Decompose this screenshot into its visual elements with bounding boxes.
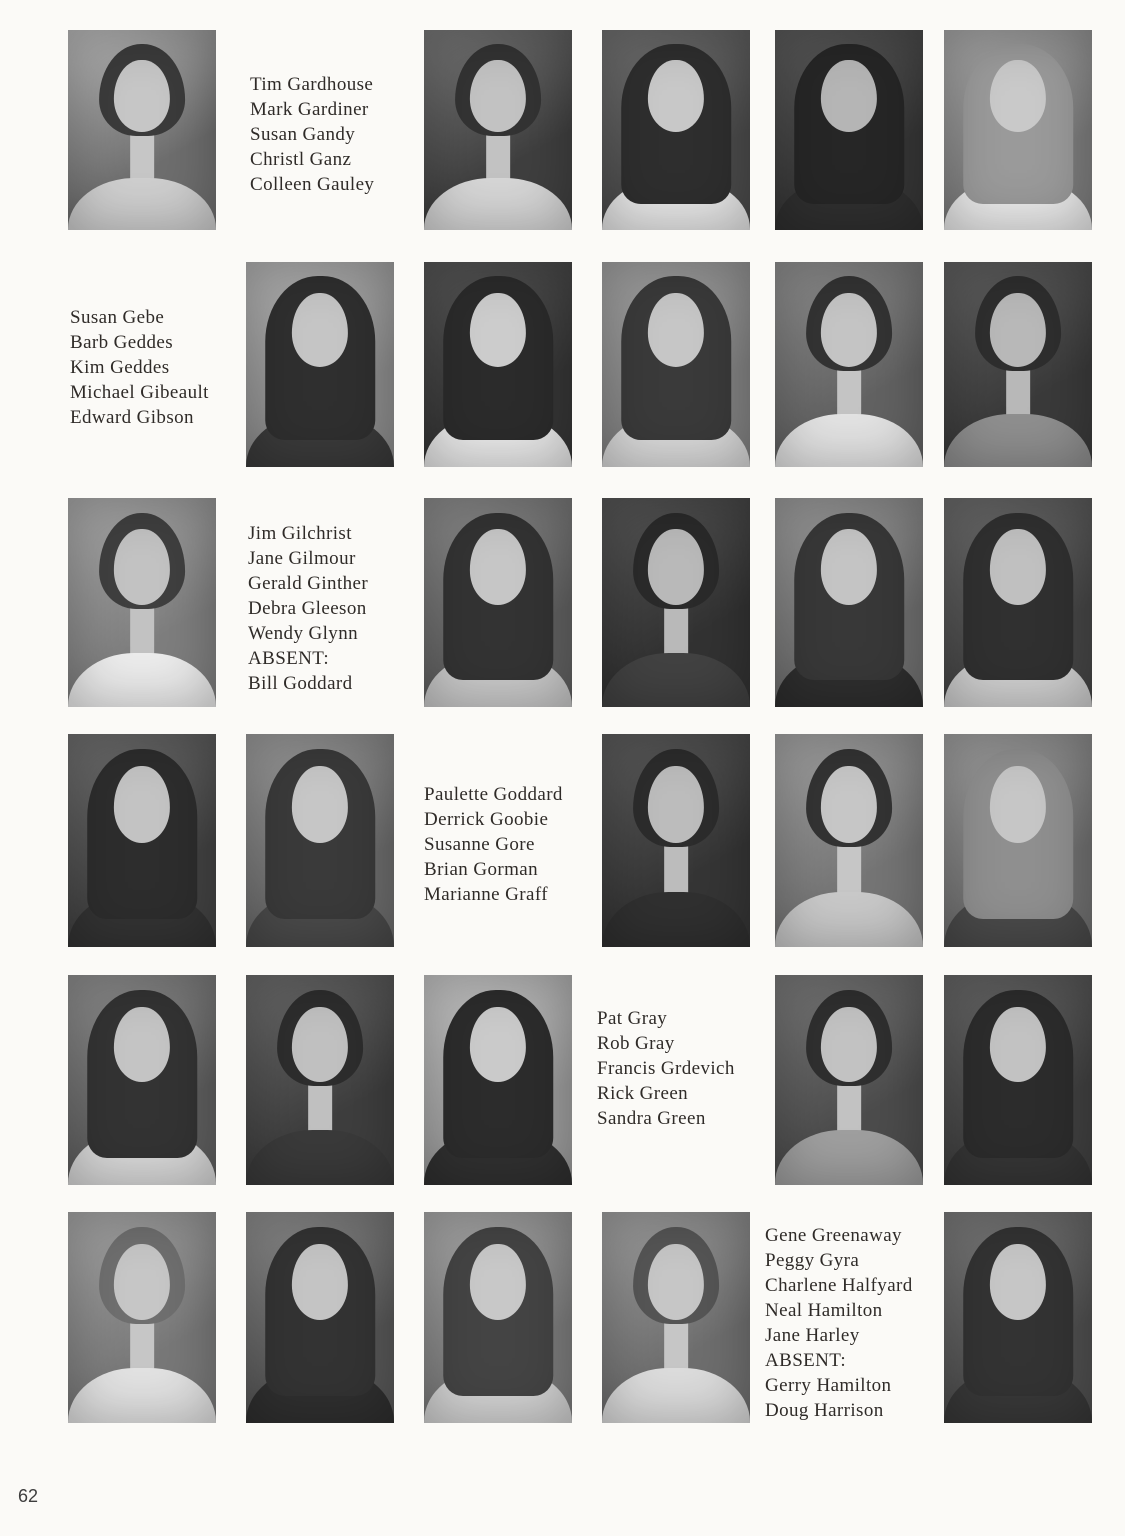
vignette-overlay (944, 1212, 1092, 1423)
name-line: Neal Hamilton (765, 1300, 883, 1321)
name-line: Jane Gilmour (248, 548, 356, 569)
vignette-overlay (944, 30, 1092, 230)
name-list (70, 305, 209, 430)
portrait-photo (68, 30, 216, 230)
name-line: Paulette Goddard (424, 784, 563, 805)
portrait-photo (246, 1212, 394, 1423)
portrait-photo (602, 1212, 750, 1423)
vignette-overlay (246, 975, 394, 1185)
portrait-photo (246, 975, 394, 1185)
portrait-photo (944, 1212, 1092, 1423)
portrait-photo (602, 30, 750, 230)
name-list (424, 782, 563, 907)
name-line: ABSENT: (248, 648, 330, 669)
name-line: Gerald Ginther (248, 573, 369, 594)
portrait-photo (944, 262, 1092, 467)
page-number: 62 (18, 1486, 39, 1506)
name-line: Tim Gardhouse (250, 74, 374, 95)
portrait-photo (424, 975, 572, 1185)
name-line: Charlene Halfyard (765, 1275, 913, 1296)
vignette-overlay (246, 734, 394, 947)
vignette-overlay (602, 498, 750, 707)
name-line: Edward Gibson (70, 407, 194, 428)
vignette-overlay (424, 30, 572, 230)
vignette-overlay (246, 262, 394, 467)
portrait-photo (775, 498, 923, 707)
portrait-photo (602, 262, 750, 467)
portrait-photo (944, 734, 1092, 947)
portrait-photo (68, 975, 216, 1185)
name-line: Barb Geddes (70, 332, 174, 353)
name-line: Susan Gebe (70, 307, 165, 328)
name-list (250, 72, 374, 197)
name-list (765, 1223, 913, 1423)
vignette-overlay (775, 262, 923, 467)
vignette-overlay (246, 1212, 394, 1423)
portrait-photo (944, 498, 1092, 707)
portrait-photo (775, 30, 923, 230)
name-line: Pat Gray (597, 1008, 668, 1029)
vignette-overlay (424, 975, 572, 1185)
vignette-overlay (424, 1212, 572, 1423)
name-list (248, 521, 368, 696)
name-line: Doug Harrison (765, 1400, 884, 1421)
vignette-overlay (68, 975, 216, 1185)
portrait-photo (68, 498, 216, 707)
name-line: Brian Gorman (424, 859, 539, 880)
portrait-photo (246, 734, 394, 947)
portrait-photo (424, 30, 572, 230)
name-line: Gene Greenaway (765, 1225, 902, 1246)
portrait-photo (775, 975, 923, 1185)
vignette-overlay (602, 1212, 750, 1423)
portrait-photo (602, 498, 750, 707)
portrait-photo (424, 498, 572, 707)
name-line: ABSENT: (765, 1350, 847, 1371)
name-line: Sandra Green (597, 1108, 706, 1129)
vignette-overlay (775, 498, 923, 707)
portrait-photo (775, 734, 923, 947)
portrait-photo (424, 1212, 572, 1423)
name-line: Christl Ganz (250, 149, 352, 170)
name-line: Susanne Gore (424, 834, 535, 855)
name-line: Jim Gilchrist (248, 523, 352, 544)
name-line: Derrick Goobie (424, 809, 549, 830)
vignette-overlay (944, 975, 1092, 1185)
name-line: Mark Gardiner (250, 99, 369, 120)
vignette-overlay (775, 975, 923, 1185)
portrait-photo (944, 30, 1092, 230)
vignette-overlay (775, 30, 923, 230)
vignette-overlay (424, 498, 572, 707)
name-line: Gerry Hamilton (765, 1375, 892, 1396)
vignette-overlay (944, 262, 1092, 467)
vignette-overlay (68, 30, 216, 230)
portrait-photo (68, 734, 216, 947)
name-line: Debra Gleeson (248, 598, 367, 619)
vignette-overlay (602, 734, 750, 947)
vignette-overlay (602, 262, 750, 467)
portrait-photo (775, 262, 923, 467)
name-line: Michael Gibeault (70, 382, 209, 403)
vignette-overlay (68, 1212, 216, 1423)
name-line: Kim Geddes (70, 357, 170, 378)
portrait-photo (424, 262, 572, 467)
portrait-photo (944, 975, 1092, 1185)
name-line: Colleen Gauley (250, 174, 375, 195)
name-line: Bill Goddard (248, 673, 353, 694)
name-line: Wendy Glynn (248, 623, 358, 644)
portrait-photo (246, 262, 394, 467)
vignette-overlay (602, 30, 750, 230)
name-line: Francis Grdevich (597, 1058, 735, 1079)
portrait-photo (602, 734, 750, 947)
name-list (597, 1006, 735, 1131)
vignette-overlay (424, 262, 572, 467)
name-line: Marianne Graff (424, 884, 548, 905)
name-line: Susan Gandy (250, 124, 356, 145)
portrait-photo (68, 1212, 216, 1423)
name-line: Rick Green (597, 1083, 689, 1104)
vignette-overlay (68, 734, 216, 947)
name-line: Peggy Gyra (765, 1250, 860, 1271)
vignette-overlay (68, 498, 216, 707)
vignette-overlay (944, 498, 1092, 707)
name-line: Jane Harley (765, 1325, 860, 1346)
vignette-overlay (775, 734, 923, 947)
vignette-overlay (944, 734, 1092, 947)
name-line: Rob Gray (597, 1033, 675, 1054)
